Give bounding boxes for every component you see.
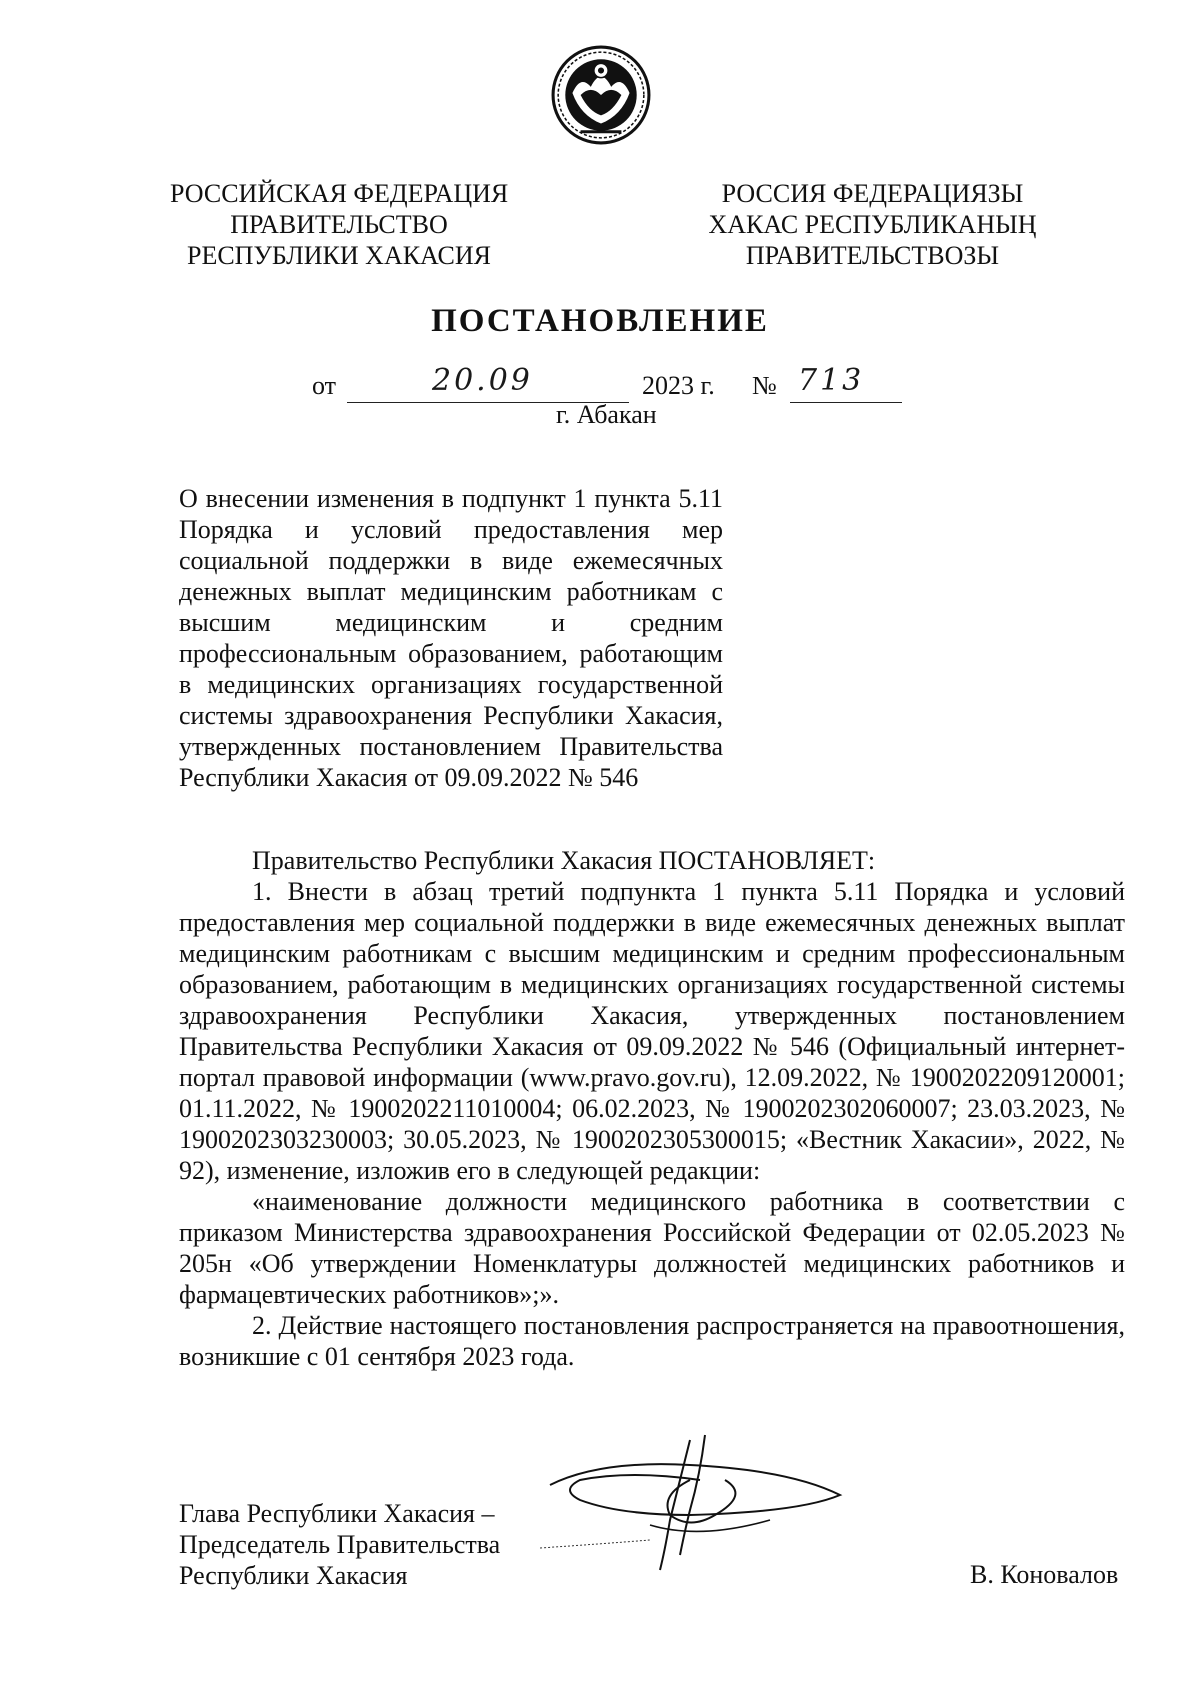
signatory-position-line-3: Республики Хакасия [179,1561,408,1590]
header-right-line-3: ПРАВИТЕЛЬСТВОЗЫ [745,241,1000,270]
handwritten-number: 713 [798,363,865,398]
body-paragraph-1: 1. Внести в абзац третий подпункта 1 пункта 5.11 Порядка и условий предоставления мер социальной поддержки в виде ежемесячных денежных выплат медицинским работникам с высшим медицинским и средним профессиональным образованием, работающим в медицинских организациях государственной системы здравоохранения Республики Хакасия, утвержденных постановлением Правительства Республики Хакасия от 09.09.2022 № 546 (Официальный интернет-портал правовой информации (www.pravo.gov.ru), 12.09.2022, № 1900202209120001; 01.11.2022, № 1900202211010004; 06.02.2023, № 1900202302060007; 23.03.2023, № 1900202303230003; 30.05.2023, № 1900202305300015; «Вестник Хакасии», 2022, № 92), изменение, изложив его в следующей редакции: [179,877,1125,1185]
signatory-position-line-2: Председатель Правительства [179,1530,501,1559]
header-left [170,178,508,271]
body-preamble: Правительство Республики Хакасия ПОСТАНОВЛЯЕТ: [252,846,876,875]
header-right-line-1: РОССИЯ ФЕДЕРАЦИЯЗЫ [721,179,1024,208]
document-body [179,845,1125,1372]
document-title: ПОСТАНОВЛЕНИЕ [431,303,769,339]
city-label: г. Абакан [556,400,657,429]
header-left-line-3: РЕСПУБЛИКИ ХАКАСИЯ [186,241,491,270]
header-right-line-2: ХАКАС РЕСПУБЛИКАНЫҢ [708,210,1037,239]
signatory-position [179,1498,500,1591]
document-subject: О внесении изменения в подпункт 1 пункта 5.11 Порядка и условий предоставления мер социальной поддержки в виде ежемесячных денежных выплат медицинским работникам с высшим медицинским и средним профессиональным образованием, работающим в медицинских организациях государственной системы здравоохранения Республики Хакасия, утвержденных постановлением Правительства Республики Хакасия от 09.09.2022 № 546 [179,484,723,792]
header-left-line-1: РОССИЙСКАЯ ФЕДЕРАЦИЯ [170,179,509,208]
number-label: № [752,371,777,400]
body-paragraph-2: 2. Действие настоящего постановления распространяется на правоотношения, возникшие с 01 сентября 2023 года. [179,1311,1125,1371]
date-from-label: от [312,371,337,400]
handwritten-signature [540,1420,880,1585]
number-underline [790,402,902,403]
signatory-name: В. Коновалов [970,1560,1119,1589]
header-right [700,178,1045,271]
header-left-line-2: ПРАВИТЕЛЬСТВО [230,210,448,239]
signatory-position-line-1: Глава Республики Хакасия – [179,1499,495,1528]
handwritten-date: 20.09 [432,363,533,398]
year-label: 2023 г. [642,371,715,400]
coat-of-arms-icon [550,44,652,146]
body-quoted-text: «наименование должности медицинского работника в соответствии с приказом Министерства здравоохранения Российской Федерации от 02.05.2023 № 205н «Об утверждении Номенклатуры должностей медицинских работников и фармацевтических работников»;». [179,1187,1125,1309]
